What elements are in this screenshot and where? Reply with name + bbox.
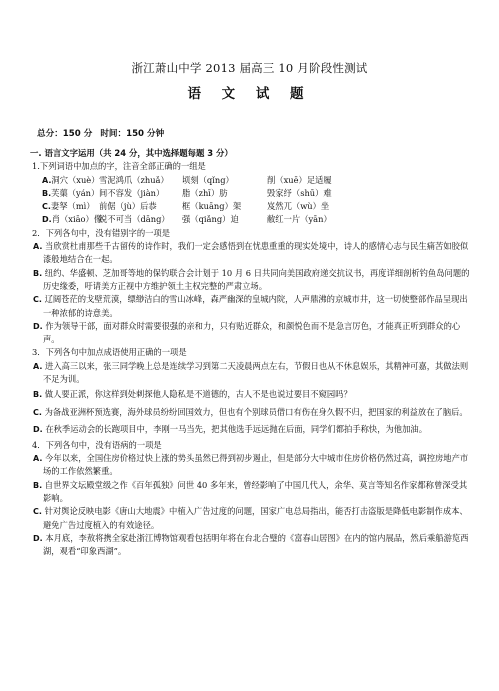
option-term: 敝红一片（yān） <box>267 214 332 225</box>
option-term: 毁家纾（shū）难 <box>267 187 332 198</box>
option-text: 自世界文坛殿堂级之作《百年孤独》问世 40 多年来，曾经影响了中国几代人，余华、莫言等知名作家都称曾深受其影响。 <box>43 479 468 504</box>
question-2-option-b <box>30 267 474 294</box>
option-term: 肖（xiāo）像 <box>51 214 103 225</box>
option-label: D. <box>33 425 43 435</box>
option-term: 强（qiǎng）迫 <box>182 214 239 225</box>
question-1-option-c <box>30 200 474 213</box>
time-limit: 时间：150 分钟 <box>100 129 165 139</box>
question-1-option-b <box>30 187 474 200</box>
option-term: 间不容发（jiàn） <box>99 187 165 198</box>
option-text: 在秋季运动会的长跑项目中，李刚一马当先，把其他选手远远抛在后面，同学们都拍手称快，为他加油。 <box>45 424 427 435</box>
option-label: A. <box>33 361 43 371</box>
option-label: A. <box>33 242 43 252</box>
option-term: 芙蕖（yán） <box>51 187 100 198</box>
option-label: A. <box>33 454 43 464</box>
option-text: 做人要正派，你这样到处刺探他人隐私是不道德的，古人不是也说过要目不窥园吗？ <box>44 389 352 400</box>
option-label: D. <box>42 215 52 225</box>
question-4-option-d <box>30 532 474 559</box>
option-term: 岌然兀（wù）坐 <box>267 201 330 212</box>
question-2-option-a <box>30 240 474 267</box>
option-term: 前倨（jù）后恭 <box>99 201 157 212</box>
question-2-stem: 2．下列各句中，没有错别字的一项是 <box>32 227 171 238</box>
option-label: A. <box>42 175 52 185</box>
option-label: D. <box>33 321 43 331</box>
question-3-stem: 3．下列各句中加点成语使用正确的一项是 <box>32 347 187 358</box>
question-4-stem: 4．下列各句中，没有语病的一项是 <box>32 439 162 450</box>
option-term: 顷刻（qǐng） <box>182 174 234 185</box>
option-text: 针对舆论反映电影《唐山大地震》中植入广告过度的问题，国家广电总局指出，能否打击盗版是降低电影制作成本、避免广告过度植入的有效途径。 <box>43 506 468 530</box>
total-score: 总分：150 分 <box>37 129 93 139</box>
option-text: 为备战亚洲杯预选赛，海外球员纷纷回国效力，但也有个别球员借口有伤在身久假不归，把国家的利益放在了脑后。 <box>44 406 468 417</box>
question-3-option-d <box>30 421 474 439</box>
question-4-option-c <box>30 505 474 532</box>
option-term: 脂（zhī）肪 <box>182 187 228 198</box>
option-text: 作为领导干部，面对群众时需要很强的亲和力，只有贴近群众，和颜悦色而不是急言厉色，才能真正听到群众的心声。 <box>43 320 461 345</box>
option-term: 洞穴（xuè） <box>51 174 100 185</box>
exam-content <box>30 147 474 559</box>
option-label: B. <box>33 480 43 490</box>
question-3-option-a <box>30 360 474 387</box>
question-2-option-d <box>30 320 474 347</box>
option-text: 纽约、华盛顿、芝加哥等地的保钓联合会计划于 10 月 6 日共同向美国政府递交抗议书，再度详细剖析钓鱼岛问题的历史缘委，吁请美方正视中方维护领土主权完整的严肃立场。 <box>43 267 470 291</box>
question-1-option-d <box>30 213 474 226</box>
subject-title: 语 文 试 题 <box>187 86 312 102</box>
option-label: B. <box>42 188 52 198</box>
option-label: B. <box>33 268 43 278</box>
option-term: 框（kuāng）架 <box>182 201 242 212</box>
question-3-option-b <box>30 386 474 404</box>
option-text: 当欣赏杜甫那些千古留传的诗作时，我们一定会感悟到在忧患重重的现实处境中，诗人的感情心志与民生痛苦如胶似漆般地结合在一起。 <box>43 241 469 265</box>
option-label: C. <box>42 202 51 212</box>
option-label: C. <box>33 407 42 417</box>
option-label: D. <box>33 533 43 543</box>
option-term: 妻孥（mì） <box>50 201 95 212</box>
question-4-option-b <box>30 479 474 506</box>
option-text: 辽阔苍茫的戈壁荒漠，缥缈洁白的雪山冰峰，森严幽深的皇城内院，人声鼎沸的京城市井，这一切使整部作品呈现出一种浓郁的诗意美。 <box>43 294 468 318</box>
option-text: 今年以来，全国住房价格过快上涨的势头虽然已得到初步遏止，但是部分大中城市住房价格仍然过高，调控房地产市场的工作依然繁重。 <box>43 453 469 477</box>
option-label: C. <box>33 295 42 305</box>
section-heading: 一. 语言文字运用（共 24 分，其中选择题每题 3 分） <box>30 148 233 158</box>
question-3-option-c <box>30 404 474 422</box>
option-term: 削（xuē）足适履 <box>267 174 332 185</box>
option-label: C. <box>33 507 42 517</box>
question-1-option-a <box>30 174 474 187</box>
option-text: 进入高三以来，张三同学晚上总是连续学习到第二天凌晨两点左右，节假日也从不休息娱乐，其精神可嘉，其做法则不足为训。 <box>43 360 469 385</box>
score-time-line <box>37 127 172 139</box>
option-term: 雪泥鸿爪（zhuǎ） <box>99 174 169 185</box>
option-text: 本月底，李敖将携全家赴浙江博物馆观看包括明年将在台北合璧的《富春山居图》在内的馆内展品，然后乘船游览西湖，观看“印象西湖”。 <box>43 532 469 557</box>
question-4-option-a <box>30 452 474 479</box>
question-1-stem: 1.下列词语中加点的字，注音全部正确的一组是 <box>32 161 206 172</box>
question-2-option-c <box>30 293 474 320</box>
exam-title: 浙江萧山中学 2013 届高三 10 月阶段性测试 <box>131 61 368 75</box>
option-label: B. <box>33 390 43 400</box>
option-term: 锐不可当（dāng） <box>99 214 170 225</box>
